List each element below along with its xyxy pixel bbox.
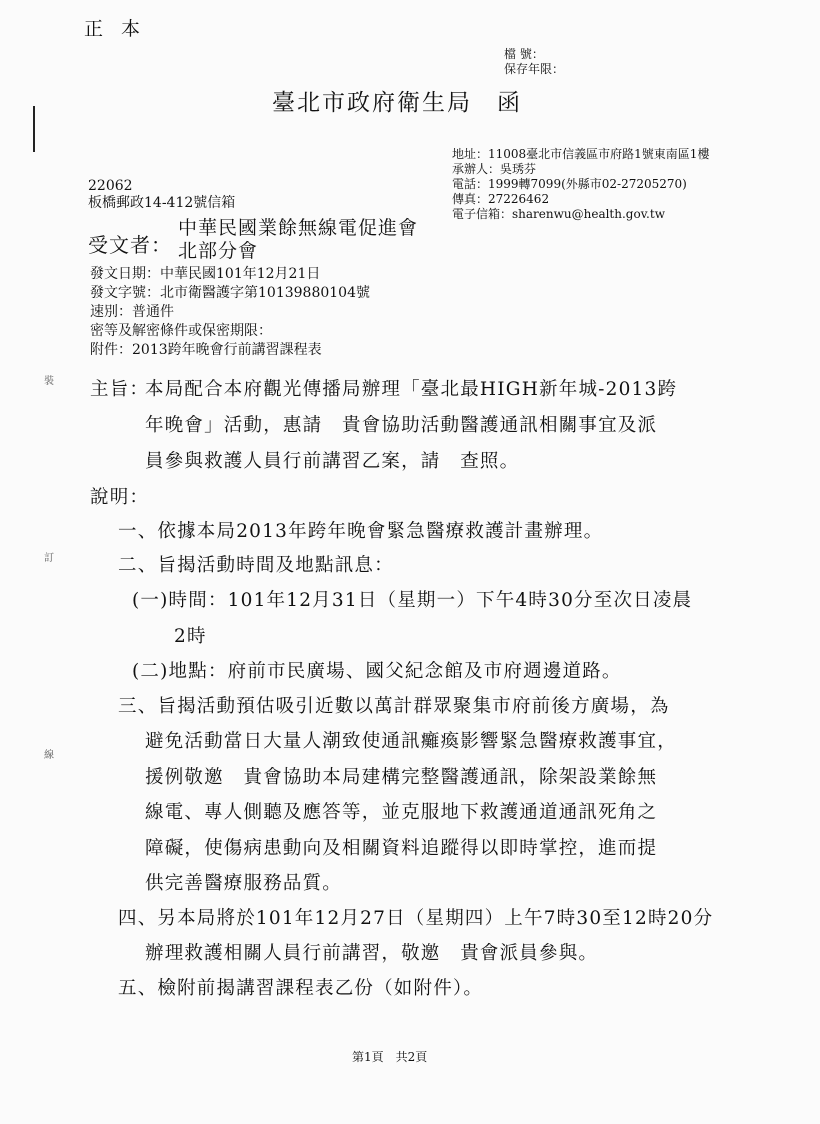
explanation-item-2-time-line-1: (一)時間：101年12月31日（星期一）下午4時30分至次日凌晨: [132, 590, 693, 611]
recipient-postcode: 22062: [88, 178, 133, 194]
sender-address: 地址：11008臺北市信義區市府路1號東南區1樓: [452, 147, 710, 161]
explanation-item-3-line-5: 障礙，使傷病患動向及相關資料追蹤得以即時掌控，進而提: [145, 838, 658, 859]
binding-mark-2: 訂: [44, 553, 54, 564]
subject-label: 主旨：: [90, 379, 150, 400]
page-number: 第1頁 共2頁: [352, 1050, 428, 1064]
attachment-line: 附件：2013跨年晚會行前講習課程表: [90, 342, 322, 358]
explanation-item-4-line-1: 四、另本局將於101年12月27日（星期四）上午7時30至12時20分: [118, 908, 714, 929]
sender-handler: 承辦人：吳琇芬: [452, 162, 537, 176]
explanation-item-1: 一、依據本局2013年跨年晚會緊急醫療救護計畫辦理。: [118, 521, 604, 542]
delivery-speed: 速別：普通件: [90, 304, 174, 320]
margin-mark: [33, 106, 35, 152]
document-title: 臺北市政府衛生局 函: [272, 90, 522, 116]
subject-line-1: 本局配合本府觀光傳播局辦理「臺北最HIGH新年城-2013跨: [145, 379, 678, 400]
recipient-name-line1: 中華民國業餘無線電促進會: [178, 217, 419, 239]
explanation-item-4-line-2: 辦理救護相關人員行前講習，敬邀 貴會派員參與。: [145, 943, 599, 964]
explanation-item-3-line-3: 援例敬邀 貴會協助本局建構完整醫護通訊，除架設業餘無: [145, 767, 658, 788]
explanation-item-5: 五、檢附前揭講習課程表乙份（如附件）。: [118, 978, 484, 999]
explanation-item-3-line-2: 避免活動當日大量人潮致使通訊癱瘓影響緊急醫療救護事宜，: [145, 731, 677, 752]
security-level: 密等及解密條件或保密期限：: [90, 323, 272, 339]
binding-mark-3: 線: [44, 750, 54, 761]
explanation-item-2-time-line-2: 2時: [174, 626, 207, 647]
explanation-item-3-line-4: 線電、專人側聽及應答等，並克服地下救護通道通訊死角之: [145, 802, 658, 823]
explanation-item-3-line-1: 三、旨揭活動預估吸引近數以萬計群眾聚集市府前後方廣場，為: [118, 696, 670, 717]
retention-label: 保存年限：: [504, 62, 565, 76]
binding-mark-1: 裝: [44, 376, 54, 387]
issue-date: 發文日期：中華民國101年12月21日: [90, 266, 321, 282]
sender-email: 電子信箱：sharenwu@health.gov.tw: [452, 207, 665, 221]
explanation-item-2: 二、旨揭活動時間及地點訊息：: [118, 555, 394, 576]
document-number: 發文字號：北市衛醫護字第10139880104號: [90, 285, 370, 301]
file-number-label: 檔 號：: [504, 47, 544, 61]
explanation-item-3-line-6: 供完善醫療服務品質。: [145, 873, 343, 894]
subject-line-3: 員參與救護人員行前講習乙案，請 查照。: [145, 451, 520, 472]
recipient-label: 受文者：: [88, 233, 172, 257]
recipient-mailbox: 板橋郵政14-412號信箱: [88, 195, 236, 211]
sender-phone: 電話：1999轉7099(外縣市02-27205270): [452, 177, 687, 191]
subject-line-2: 年晚會」活動，惠請 貴會協助活動醫護通訊相關事宜及派: [145, 415, 658, 436]
explanation-item-2-place: (二)地點：府前市民廣場、國父紀念館及市府週邊道路。: [132, 661, 622, 682]
sender-fax: 傳真：27226462: [452, 192, 550, 206]
copy-label: 正 本: [84, 18, 147, 40]
recipient-name-line2: 北部分會: [178, 240, 259, 262]
explanation-label: 說明：: [90, 487, 150, 508]
